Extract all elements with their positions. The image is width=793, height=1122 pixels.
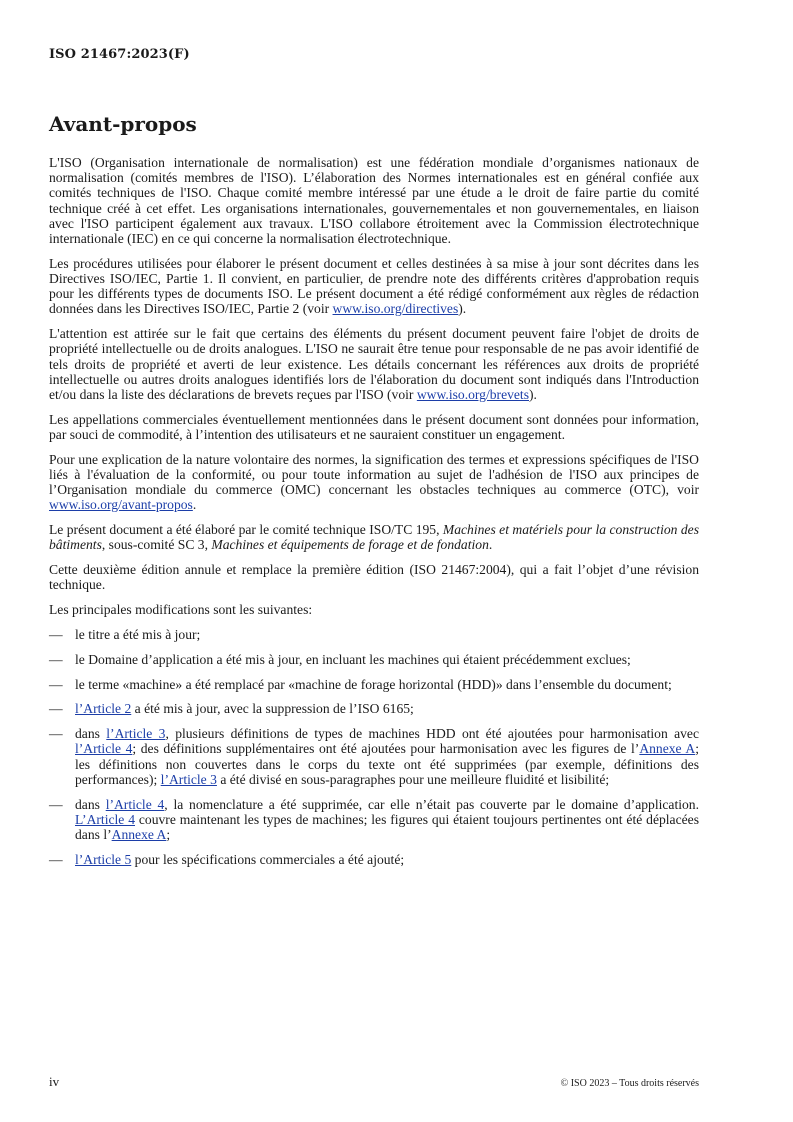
paragraph-edition: Cette deuxième édition annule et remplace la première édition (ISO 21467:2004), qui a fait l’objet d’une révision technique. xyxy=(49,562,699,593)
list-dash: — xyxy=(49,851,63,867)
list-dash: — xyxy=(49,627,63,643)
paragraph-voluntary-nature: Pour une explication de la nature volontaire des normes, la signification des termes et expressions spécifiques de l'ISO liés à l'évaluation de la conformité, ou pour toute information au sujet de l'adhésion de l'ISO aux principes de l’Organisation mondiale du commerce (OMC) concernant les obstacles techniques au commerce (OTC), voir www.iso.org/avant-propos. xyxy=(49,451,699,513)
link-brevets[interactable]: www.iso.org/brevets xyxy=(416,387,529,403)
section-title: Avant-propos xyxy=(49,112,197,136)
paragraph-changes-intro: Les principales modifications sont les suivantes: xyxy=(49,602,313,618)
list-dash: — xyxy=(49,651,63,667)
link-article-3[interactable]: l’Article 3 xyxy=(160,771,217,787)
list-dash: — xyxy=(49,701,63,717)
list-item: — le terme «machine» a été remplacé par «machine de forage horizontal (HDD)» dans l’ensemble du document; xyxy=(49,676,672,692)
list-dash: — xyxy=(49,676,63,692)
page-footer xyxy=(49,1074,699,1090)
paragraph-procedures: Les procédures utilisées pour élaborer le présent document et celles destinées à sa mise à jour sont décrites dans les Directives ISO/IEC, Partie 1. Il convient, en particulier, de prendre note des différents critères d'approbation requis pour les différents types de documents ISO. Le présent document a été rédigé conformément aux règles de rédaction données dans les Directives ISO/IEC, Partie 2 (voir www.iso.org/directives). xyxy=(49,255,699,317)
list-item: — dans l’Article 3, plusieurs définitions de types de machines HDD ont été ajoutées pour harmonisation avec l’Article 4; des définitions supplémentaires ont été ajoutées pour harmonisation avec les figures de l’Annexe A; les définitions non couvertes dans le corps du texte ont été supprimées (par exemple, définitions des performances); l’Article 3 a été divisé en sous-paragraphes pour une meilleure fluidité et lisibilité; xyxy=(49,726,699,787)
foreword-body xyxy=(49,155,699,877)
link-article-2[interactable]: l’Article 2 xyxy=(75,701,132,717)
paragraph-iso-intro: L'ISO (Organisation internationale de normalisation) est une fédération mondiale d’organismes nationaux de normalisation (comités membres de l'ISO). L’élaboration des Normes internationales est en général confiée aux comités techniques de l'ISO. Chaque comité membre intéressé par une étude a le droit de faire partie du comité technique créé à cet effet. Les organisations internationales, gouvernementales et non gouvernementales, en liaison avec l'ISO participent également aux travaux. L'ISO collabore étroitement avec la Commission électrotechnique internationale (IEC) en ce qui concerne la normalisation électrotechnique. xyxy=(49,155,699,247)
paragraph-trade-names: Les appellations commerciales éventuellement mentionnées dans le présent document sont données pour information, par souci de commodité, à l’intention des utilisateurs et ne sauraient constituer un engagement. xyxy=(49,411,699,443)
paragraph-committee: Le présent document a été élaboré par le comité technique ISO/TC 195, Machines et matériels pour la construction des bâtiments, sous-comité SC 3, Machines et équipements de forage et de fondation. xyxy=(49,522,699,553)
list-dash: — xyxy=(49,726,63,742)
page-number: iv xyxy=(49,1074,60,1089)
list-item: — l’Article 2 a été mis à jour, avec la suppression de l’ISO 6165; xyxy=(49,701,414,717)
link-article-3[interactable]: l’Article 3 xyxy=(106,726,166,742)
link-avant-propos[interactable]: www.iso.org/avant-propos xyxy=(49,497,193,513)
link-directives[interactable]: www.iso.org/directives xyxy=(332,301,459,317)
list-dash: — xyxy=(49,796,63,812)
link-article-5[interactable]: l’Article 5 xyxy=(75,851,132,867)
link-article-4[interactable]: l’Article 4 xyxy=(105,796,165,812)
link-article-4[interactable]: L’Article 4 xyxy=(75,811,135,827)
list-item: — le titre a été mis à jour; xyxy=(49,627,201,643)
link-article-4[interactable]: l’Article 4 xyxy=(75,741,133,757)
copyright-notice: © ISO 2023 – Tous droits réservés xyxy=(560,1078,699,1089)
link-annexe-a[interactable]: Annexe A xyxy=(639,741,696,757)
list-item: — dans l’Article 4, la nomenclature a été supprimée, car elle n’était pas couverte par le domaine d’application. L’Article 4 couvre maintenant les types de machines; les figures qui étaient toujours pertinentes ont été déplacées dans l’Annexe A; xyxy=(49,796,699,843)
paragraph-patents: L'attention est attirée sur le fait que certains des éléments du présent document peuvent faire l'objet de droits de propriété intellectuelle ou de droits analogues. L'ISO ne saurait être tenue pour responsable de ne pas avoir identifié de tels droits de propriété et averti de leur existence. Les détails concernant les références aux droits de propriété intellectuelle ou autres droits analogues identifiés lors de l'élaboration du document sont indiqués dans l'Introduction et/ou dans la liste des déclarations de brevets reçues par l'ISO (voir www.iso.org/brevets). xyxy=(49,326,699,403)
list-item: — l’Article 5 pour les spécifications commerciales a été ajouté; xyxy=(49,851,405,867)
document-id: ISO 21467:2023(F) xyxy=(49,47,190,62)
link-annexe-a[interactable]: Annexe A xyxy=(111,827,167,843)
list-item: — le Domaine d’application a été mis à jour, en incluant les machines qui étaient précédemment exclues; xyxy=(49,651,631,667)
